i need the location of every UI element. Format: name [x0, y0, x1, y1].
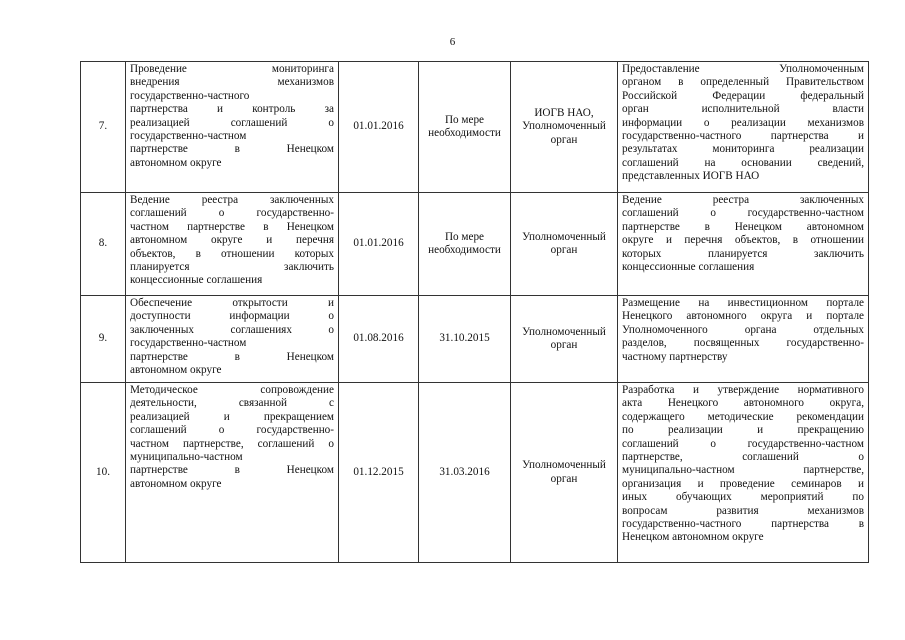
- cell-line: необходимости: [428, 244, 501, 256]
- cell-line: Уполномоченный: [522, 325, 606, 338]
- responsible-cell: [511, 193, 618, 296]
- cell-line: необходимости: [428, 127, 501, 139]
- cell-line: государственно-частного партнерства и: [622, 130, 864, 143]
- row-number: 7.: [81, 62, 126, 193]
- end-date: [419, 296, 511, 383]
- cell-line: планируется заключить: [130, 261, 334, 274]
- cell-line: партнерстве в Ненецком автономном: [622, 220, 864, 233]
- cell-line: Ненецком автономном округе: [622, 531, 764, 544]
- cell-line: Ведение реестра заключенных: [130, 194, 334, 206]
- table-row: [81, 383, 869, 563]
- cell-line: Ведение реестра заключенных: [622, 194, 864, 206]
- responsible-cell: [511, 62, 618, 193]
- cell-line: вопросам развития механизмов: [622, 504, 864, 517]
- cell-line: которых планируется заключить: [622, 247, 864, 260]
- cell-line: муниципально-частном партнерстве,: [622, 464, 864, 477]
- cell-line: разделов, посвященных государственно-: [622, 337, 864, 350]
- cell-line: партнерстве в Ненецком: [130, 464, 334, 477]
- cell-line: по реализации и прекращению: [622, 424, 864, 437]
- cell-line: По мере: [444, 113, 485, 126]
- table-row: [81, 62, 869, 193]
- cell-line: результатах мониторинга реализации: [622, 143, 864, 156]
- cell-line: Российской Федерации федеральный: [622, 89, 864, 102]
- cell-line: объектов, в отношении которых: [130, 247, 334, 260]
- result-cell: [618, 193, 869, 296]
- cell-line: орган: [550, 339, 578, 351]
- cell-line: частному партнерству: [622, 350, 728, 363]
- result-cell: [618, 296, 869, 383]
- cell-line: орган исполнительной власти: [622, 103, 864, 116]
- cell-line: государственно-частного: [130, 89, 250, 102]
- cell-line: реализацией и прекращением: [130, 410, 334, 423]
- cell-line: представленных ИОГВ НАО: [622, 170, 760, 183]
- event-cell: [126, 383, 339, 563]
- cell-line: заключенных соглашениях о: [130, 323, 334, 336]
- end-date: [419, 193, 511, 296]
- cell-line: государственно-частного партнерства в: [622, 518, 864, 531]
- cell-line: Методическое сопровождение: [130, 384, 334, 396]
- end-date: [419, 62, 511, 193]
- cell-line: автономном округе: [130, 364, 222, 377]
- cell-line: 31.03.2016: [439, 465, 490, 478]
- cell-line: содержащего методические рекомендации: [622, 410, 864, 423]
- cell-line: партнерства и контроль за: [130, 103, 334, 116]
- row-number: 10.: [81, 383, 126, 563]
- cell-line: внедрения механизмов: [130, 76, 334, 89]
- cell-line: соглашений о государственно-частном: [622, 207, 864, 220]
- event-cell: [126, 296, 339, 383]
- cell-line: соглашений на основании сведений,: [622, 156, 864, 169]
- cell-line: Проведение мониторинга: [130, 63, 334, 75]
- cell-line: Уполномоченного органа отдельных: [622, 323, 864, 336]
- cell-line: государственно-частном: [130, 130, 247, 143]
- cell-line: Обеспечение открытости и: [130, 297, 334, 309]
- cell-line: округе и перечня объектов, в отношении: [622, 234, 864, 247]
- event-cell: [126, 62, 339, 193]
- row-number: 9.: [81, 296, 126, 383]
- responsible-cell: [511, 296, 618, 383]
- cell-line: Размещение на инвестиционном портале: [622, 297, 864, 309]
- cell-line: орган: [550, 244, 578, 256]
- cell-line: информации о реализации механизмов: [622, 116, 864, 129]
- cell-line: государственно-частном: [130, 337, 247, 350]
- cell-line: Уполномоченный: [522, 230, 606, 243]
- cell-line: Разработка и утверждение нормативного: [622, 384, 864, 396]
- cell-line: деятельности, связанной с: [130, 397, 334, 410]
- cell-line: доступности информации о: [130, 310, 334, 323]
- cell-line: автономном округе: [130, 156, 222, 169]
- cell-line: Уполномоченный: [522, 120, 606, 133]
- cell-line: партнерстве в Ненецком: [130, 143, 334, 156]
- event-cell: [126, 193, 339, 296]
- cell-line: автономном округе: [130, 477, 222, 490]
- cell-line: соглашений о государственно-: [130, 207, 334, 220]
- start-date: 01.01.2016: [339, 193, 419, 296]
- start-date: 01.12.2015: [339, 383, 419, 563]
- cell-line: Предоставление Уполномоченным: [622, 63, 864, 75]
- cell-line: частном партнерстве, соглашений о: [130, 437, 334, 450]
- cell-line: орган: [550, 472, 578, 485]
- measures-table: [80, 61, 869, 563]
- cell-line: акта Ненецкого автономного округа,: [622, 397, 864, 410]
- cell-line: партнерстве, соглашений о: [622, 451, 864, 464]
- end-date: [419, 383, 511, 563]
- result-cell: [618, 62, 869, 193]
- cell-line: Уполномоченный: [522, 459, 606, 472]
- cell-line: концессионные соглашения: [622, 261, 755, 274]
- cell-line: По мере: [444, 230, 485, 243]
- cell-line: соглашений о государственно-частном: [622, 437, 864, 450]
- page-number: 6: [449, 36, 456, 48]
- cell-line: партнерстве в Ненецком: [130, 350, 334, 363]
- start-date: 01.01.2016: [339, 62, 419, 193]
- cell-line: соглашений о государственно-: [130, 424, 334, 437]
- start-date: 01.08.2016: [339, 296, 419, 383]
- cell-line: орган: [550, 133, 578, 146]
- row-number: 8.: [81, 193, 126, 296]
- cell-line: автономном округе и перечня: [130, 234, 334, 247]
- result-cell: [618, 383, 869, 563]
- cell-line: иных обучающих мероприятий по: [622, 491, 864, 504]
- cell-line: ИОГВ НАО,: [534, 106, 594, 119]
- responsible-cell: [511, 383, 618, 563]
- cell-line: концессионные соглашения: [130, 274, 263, 287]
- cell-line: реализацией соглашений о: [130, 116, 334, 129]
- table-row: [81, 193, 869, 296]
- table-row: [81, 296, 869, 383]
- cell-line: 31.10.2015: [439, 332, 490, 345]
- cell-line: частном партнерстве в Ненецком: [130, 220, 334, 233]
- cell-line: Ненецкого автономного округа и портале: [622, 310, 864, 323]
- cell-line: органом в определенный Правительством: [622, 76, 864, 89]
- cell-line: организация и проведение семинаров и: [622, 477, 864, 490]
- cell-line: муниципально-частном: [130, 451, 243, 464]
